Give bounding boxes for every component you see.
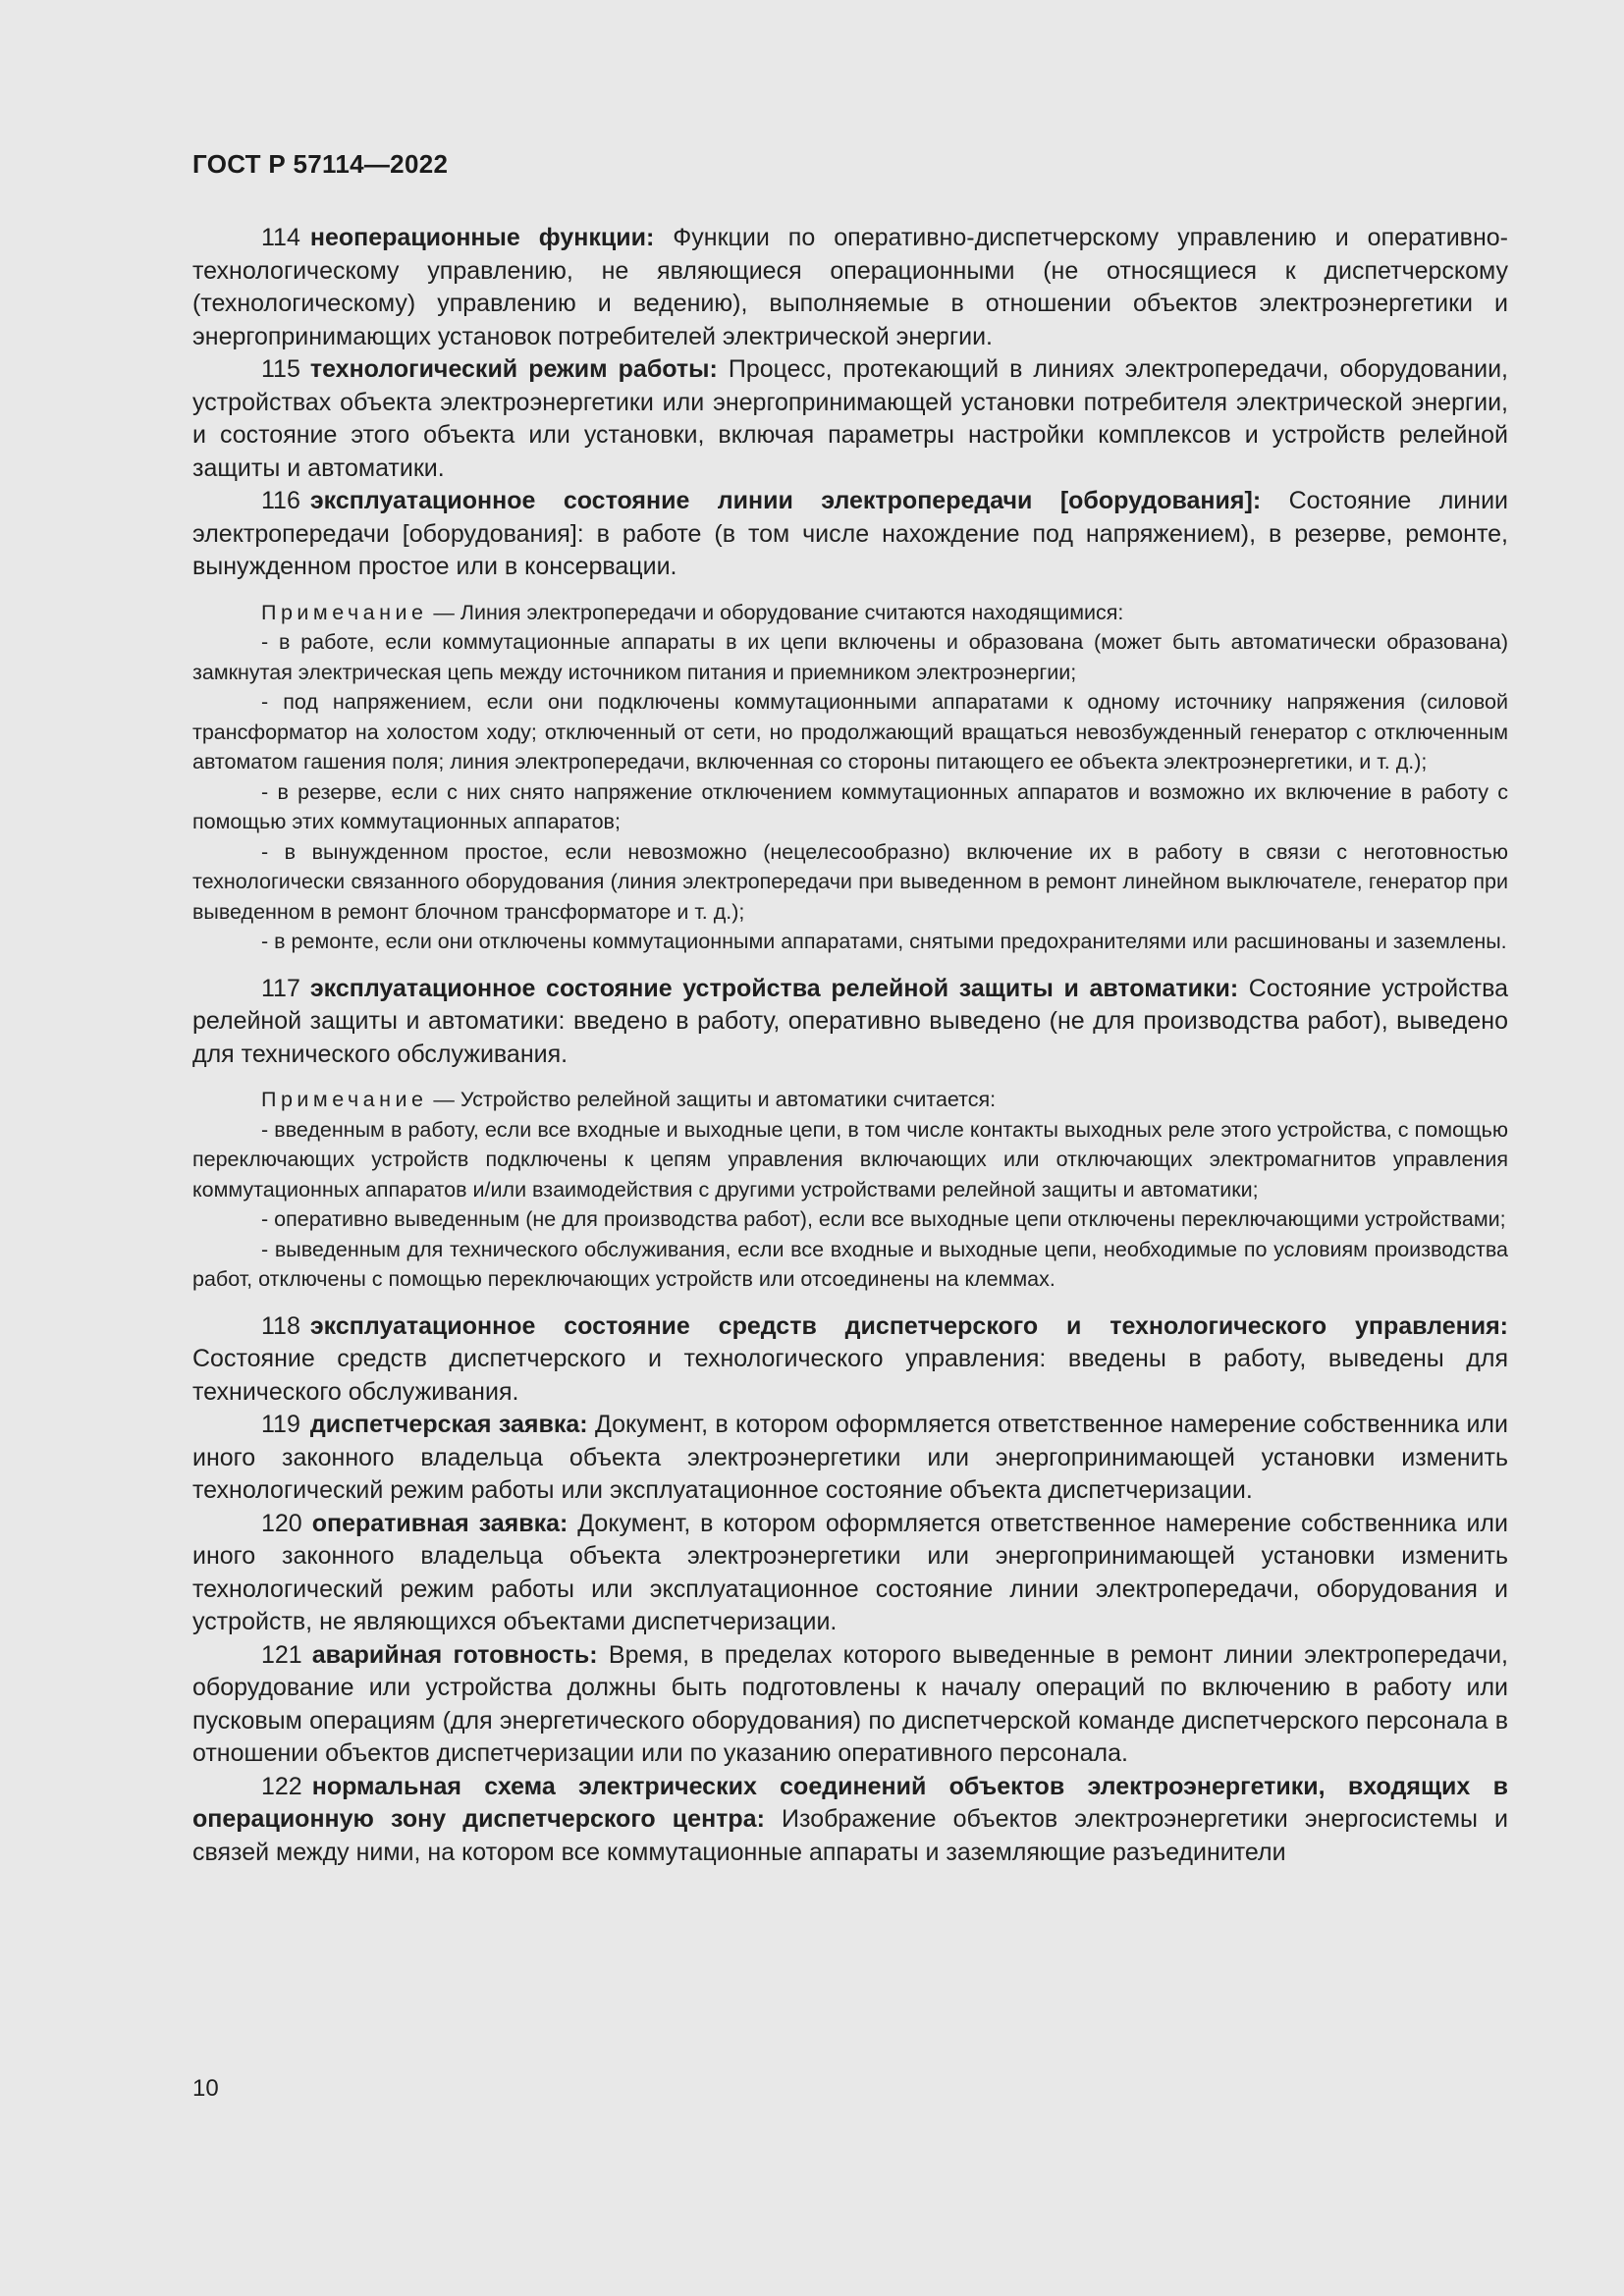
note-116 bbox=[192, 598, 1508, 957]
term-definition: Изображение объектов электроэнергетики энергосистемы и связей между ними, на котором все коммутационные аппараты и заземляющие разъединители bbox=[192, 1805, 1508, 1866]
term-title: неоперационные функции: bbox=[309, 224, 655, 251]
term-entry-116 bbox=[192, 485, 1508, 584]
term-definition: Состояние линии электропередачи [оборудования]: в работе (в том числе нахождение под напряжением), в резерве, ремонте, вынужденном простое или в консервации. bbox=[192, 487, 1508, 580]
term-definition: Документ, в котором оформляется ответственное намерение собственника или иного законного владельца объекта электроэнергетики или энергопринимающей установки изменить технологический режим работы или эксплуатационное состояние объекта диспетчеризации. bbox=[192, 1411, 1508, 1504]
term-entry-120 bbox=[192, 1508, 1508, 1639]
term-entry-117 bbox=[192, 973, 1508, 1072]
standard-code-header: ГОСТ Р 57114—2022 bbox=[192, 149, 449, 179]
note-heading bbox=[192, 598, 1508, 628]
term-definition: Состояние средств диспетчерского и технологического управления: введены в работу, выведены для технического обслуживания. bbox=[192, 1345, 1508, 1406]
term-number: 121 bbox=[261, 1640, 302, 1669]
note-intro: — Устройство релейной защиты и автоматики считается: bbox=[427, 1088, 997, 1111]
term-number: 117 bbox=[261, 974, 300, 1002]
note-item: - в вынужденном простое, если невозможно (нецелесообразно) включение их в работу в связи с неготовностью технологически связанного оборудования (линия электропередачи при выведенном в ремонт линейном выключателе, генератор при выведенном в ремонт блочном трансформаторе и т. д.); bbox=[192, 839, 1508, 924]
note-intro: — Линия электропередачи и оборудование считаются находящимися: bbox=[427, 600, 1124, 624]
term-title: эксплуатационное состояние средств диспетчерского и технологического управления: bbox=[309, 1311, 1508, 1340]
term-entry-115 bbox=[192, 353, 1508, 485]
note-heading bbox=[192, 1085, 1508, 1115]
term-number: 114 bbox=[261, 224, 300, 251]
term-definition: Функции по оперативно-диспетчерскому управлению и оперативно-технологическому управлению, не являющиеся операционными (не относящиеся к диспетчерскому (технологическому) управлению и ведению), выполняемые в отношении объектов электроэнергетики и энергопринимающих установок потребителей электрической энергии. bbox=[192, 224, 1509, 350]
term-title: технологический режим работы: bbox=[309, 355, 718, 383]
note-117 bbox=[192, 1085, 1508, 1295]
term-entry-114 bbox=[192, 222, 1508, 353]
note-item: - оперативно выведенным (не для производства работ), если все выходные цепи отключены переключающими устройствами; bbox=[261, 1207, 1506, 1231]
term-number: 120 bbox=[261, 1509, 302, 1537]
term-number: 122 bbox=[261, 1772, 302, 1800]
term-entry-118 bbox=[192, 1310, 1508, 1410]
note-item: - под напряжением, если они подключены коммутационными аппаратами к одному источнику напряжения (силовой трансформатор на холостом ходу; отключенный от сети, но продолжающий вращаться невозбужденный генератор с отключенным автоматом гашения поля; линия электропередачи, включенная со стороны питающего ее объекта электроэнергетики, и т. д.); bbox=[192, 690, 1508, 774]
term-definition: Состояние устройства релейной защиты и автоматики: введено в работу, оперативно выведено (не для производства работ), выведено для технического обслуживания. bbox=[192, 974, 1508, 1068]
term-entry-122 bbox=[192, 1771, 1508, 1870]
term-number: 118 bbox=[261, 1311, 300, 1340]
note-item: - в резерве, если с них снято напряжение отключением коммутационных аппаратов и возможно их включение в работу с помощью этих коммутационных аппаратов; bbox=[192, 779, 1508, 833]
term-title: диспетчерская заявка: bbox=[309, 1411, 588, 1438]
term-definition: Документ, в котором оформляется ответственное намерение собственника или иного законного владельца объекта электроэнергетики или энергопринимающей установки изменить технологический режим работы или эксплуатационное состояние линии электропередачи, оборудования и устройств, не являющихся объектами диспетчеризации. bbox=[192, 1509, 1508, 1635]
term-number: 116 bbox=[261, 487, 300, 514]
note-label: Примечание bbox=[261, 1088, 428, 1111]
page-number: 10 bbox=[192, 2075, 219, 2102]
term-entry-119 bbox=[192, 1409, 1508, 1508]
term-title: аварийная готовность: bbox=[311, 1640, 598, 1669]
term-number: 115 bbox=[261, 355, 300, 383]
term-definition: Время, в пределах которого выведенные в ремонт линии электропередачи, оборудование или устройства должны быть подготовлены к началу операций по включению в работу или пусковым операциям (для энергетического оборудования) по диспетчерской команде диспетчерского персонала в отношении объектов диспетчеризации или по указанию оперативного персонала. bbox=[192, 1640, 1509, 1767]
term-title: эксплуатационное состояние линии электропередачи [оборудования]: bbox=[309, 487, 1262, 514]
document-page bbox=[192, 0, 1508, 2296]
note-item: - введенным в работу, если все входные и выходные цепи, в том числе контакты выходных реле этого устройства, с помощью переключающих устройств подключены к цепям управления включающих или отключающих электромагнитов управления коммутационных аппаратов и/или взаимодействия с другими устройствами релейной защиты и автоматики; bbox=[192, 1117, 1508, 1201]
term-title: эксплуатационное состояние устройства релейной защиты и автоматики: bbox=[309, 974, 1239, 1002]
term-number: 119 bbox=[261, 1411, 300, 1438]
term-title: оперативная заявка: bbox=[311, 1509, 568, 1537]
note-label: Примечание bbox=[261, 600, 428, 624]
note-item: - в работе, если коммутационные аппараты в их цепи включены и образована (может быть автоматически образована) замкнутая электрическая цепь между источником питания и приемником электроэнергии; bbox=[192, 630, 1508, 684]
term-title: нормальная схема электрических соединений объектов электроэнергетики, входящих в операционную зону диспетчерского центра: bbox=[192, 1772, 1508, 1833]
term-definition: Процесс, протекающий в линиях электропередачи, оборудовании, устройствах объекта электроэнергетики или энергопринимающей установки потребителя электрической энергии, и состояние этого объекта или установки, включая параметры настройки комплексов и устройств релейной защиты и автоматики. bbox=[192, 355, 1509, 482]
note-item: - в ремонте, если они отключены коммутационными аппаратами, снятыми предохранителями или расшинованы и заземлены. bbox=[261, 930, 1507, 953]
term-entry-121 bbox=[192, 1639, 1508, 1771]
note-item: - выведенным для технического обслуживания, если все входные и выходные цепи, необходимые по условиям производства работ, отключены с помощью переключающих устройств или отсоединены на клеммах. bbox=[192, 1237, 1508, 1291]
document-body bbox=[192, 222, 1508, 1869]
